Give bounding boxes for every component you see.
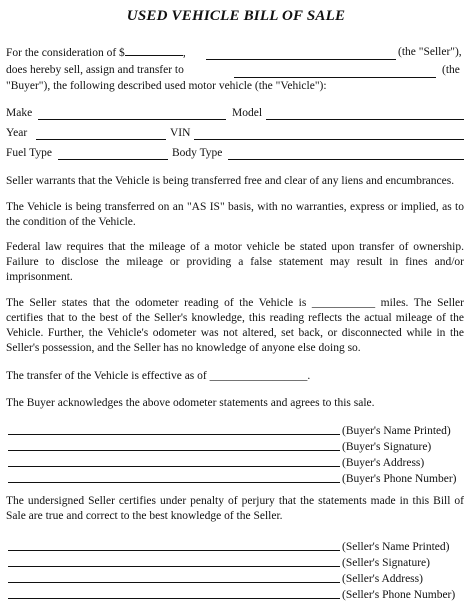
buyer-name-printed-field[interactable] xyxy=(8,434,340,435)
buyer-signature-field[interactable] xyxy=(8,450,340,451)
seller-certification-paragraph: The undersigned Seller certifies under penalty of perjury that the statements made in this Bill of Sale are true and correct to the best knowledge of the Seller. xyxy=(6,495,464,522)
buyer-signature-label: (Buyer's Signature) xyxy=(342,441,432,453)
consideration-line-1 xyxy=(6,45,186,60)
model-label: Model xyxy=(232,107,263,119)
vin-field[interactable] xyxy=(194,139,464,140)
seller-suffix: (the "Seller"), xyxy=(398,46,462,58)
fuel-type-label: Fuel Type xyxy=(6,147,52,159)
buyer-address-field[interactable] xyxy=(8,466,340,467)
consideration-comma: , xyxy=(182,47,186,59)
effective-date-field[interactable]: _________________ xyxy=(209,370,308,382)
consideration-prefix: For the consideration of $ xyxy=(6,47,125,59)
seller-name-printed-field[interactable] xyxy=(8,550,340,551)
vin-label: VIN xyxy=(170,127,191,139)
odometer-reading-field[interactable]: ___________ xyxy=(311,297,376,309)
seller-name-field[interactable] xyxy=(206,59,396,60)
seller-address-label: (Seller's Address) xyxy=(342,573,423,585)
buyer-acknowledgment: The Buyer acknowledges the above odometer statements and agrees to this sale. xyxy=(6,397,375,409)
effective-date-prefix: The transfer of the Vehicle is effective as of xyxy=(6,370,207,382)
buyer-name-field[interactable] xyxy=(234,77,436,78)
buyer-phone-label: (Buyer's Phone Number) xyxy=(342,473,457,485)
buyer-address-label: (Buyer's Address) xyxy=(342,457,425,469)
odometer-prefix: The Seller states that the odometer reading of the Vehicle is xyxy=(6,297,307,309)
liens-paragraph: Seller warrants that the Vehicle is being transferred free and clear of any liens and encumbrances. xyxy=(6,175,455,187)
effective-date-period: . xyxy=(307,370,311,382)
make-label: Make xyxy=(6,107,33,119)
consideration-amount-field[interactable] xyxy=(125,45,183,56)
model-field[interactable] xyxy=(266,119,464,120)
body-type-field[interactable] xyxy=(228,159,464,160)
odometer-suffix: miles. The Seller certifies that to the best of the Seller's knowledge, this reading reflects the actual mileage of the Vehicle. Further, the Vehicle's odometer was not altered, set back, or disconnected while in the Seller's possession, and the Seller has no knowledge of anyone else doing so. xyxy=(6,297,464,354)
buyer-name-printed-label: (Buyer's Name Printed) xyxy=(342,425,451,437)
buyer-phone-field[interactable] xyxy=(8,482,340,483)
seller-phone-field[interactable] xyxy=(8,598,340,599)
effective-date-line xyxy=(6,369,310,383)
as-is-paragraph: The Vehicle is being transferred on an "AS IS" basis, with no warranties, express or implied, as to the condition of the Vehicle. xyxy=(6,201,464,228)
vehicle-description-intro: "Buyer"), the following described used motor vehicle (the "Vehicle"): xyxy=(6,80,327,92)
year-field[interactable] xyxy=(36,139,166,140)
seller-address-field[interactable] xyxy=(8,582,340,583)
fuel-type-field[interactable] xyxy=(58,159,168,160)
year-label: Year xyxy=(6,127,28,139)
federal-mileage-paragraph: Federal law requires that the mileage of a motor vehicle be stated upon transfer of ownership. Failure to disclose the mileage or providing a false statement may result in fines and/or imprisonment. xyxy=(6,241,464,283)
body-type-label: Body Type xyxy=(172,147,223,159)
seller-signature-label: (Seller's Signature) xyxy=(342,557,430,569)
transfer-to-label: does hereby sell, assign and transfer to xyxy=(6,64,184,76)
odometer-paragraph xyxy=(6,296,464,356)
make-field[interactable] xyxy=(38,119,226,120)
seller-name-printed-label: (Seller's Name Printed) xyxy=(342,541,450,553)
seller-signature-field[interactable] xyxy=(8,566,340,567)
seller-phone-label: (Seller's Phone Number) xyxy=(342,589,456,601)
document-title: USED VEHICLE BILL OF SALE xyxy=(126,8,346,24)
buyer-suffix: (the xyxy=(442,64,460,76)
